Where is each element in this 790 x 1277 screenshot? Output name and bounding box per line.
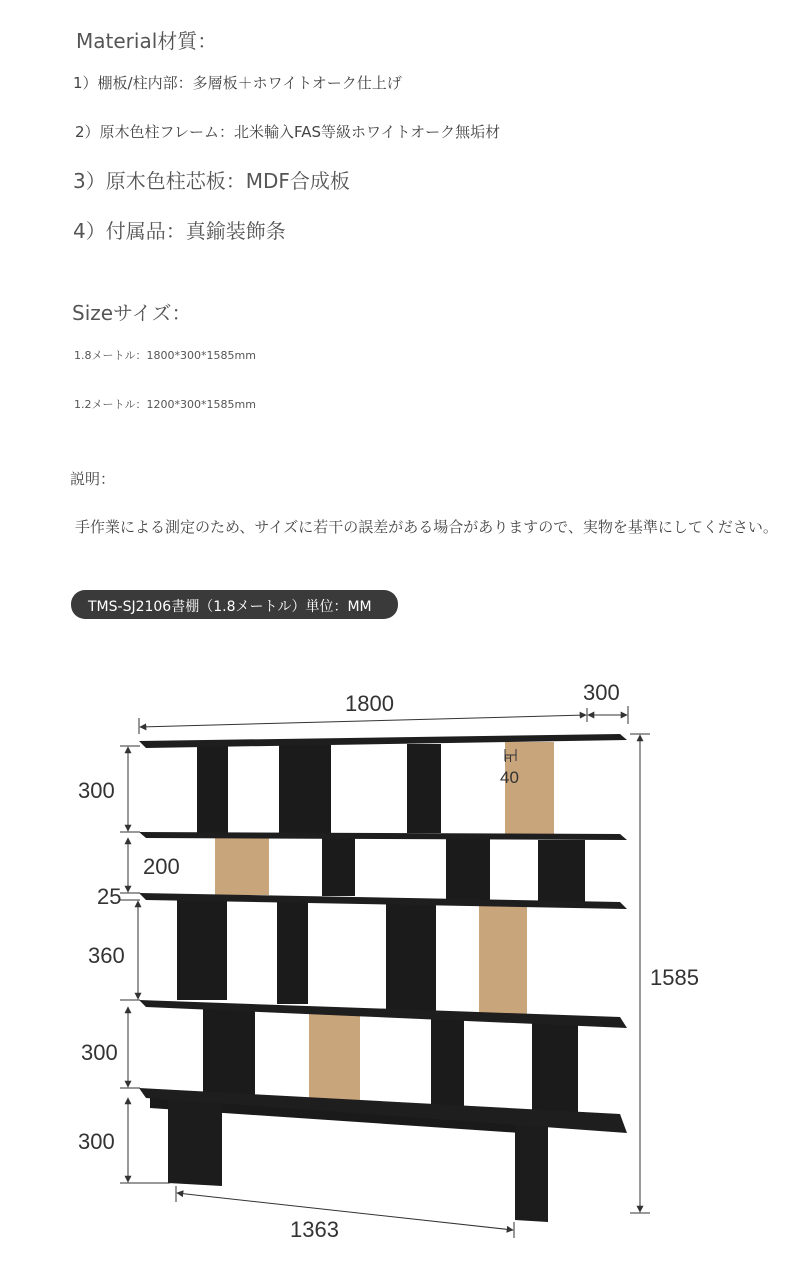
size-item-1: 1.8メートル：1800*300*1585mm: [74, 349, 256, 362]
dim-height: 1585: [650, 965, 699, 990]
note-text: 手作業による測定のため、サイズに若干の誤差がある場合がありますので、実物を基準にしてください。: [75, 518, 778, 536]
post-black: [279, 745, 331, 833]
post-black: [197, 746, 228, 833]
left-leg: [168, 1098, 222, 1186]
dim-width: 1800: [345, 691, 394, 716]
dim-shelf-thickness: 25: [97, 884, 122, 909]
dim-middle-gap: 360: [88, 943, 125, 968]
post-black: [532, 1018, 578, 1121]
material-item-1: 1）棚板/柱内部：多層板＋ホワイトオーク仕上げ: [73, 74, 402, 92]
dim-post-h: H: [504, 753, 512, 765]
dim-top-gap: 300: [78, 778, 115, 803]
dim-second-gap: 200: [143, 854, 180, 879]
dim-post-value: 40: [500, 768, 519, 787]
note-heading: 説明：: [70, 470, 116, 488]
size-heading: Sizeサイズ：: [72, 301, 192, 325]
post-oak: [505, 742, 554, 834]
material-item-4: 4）付属品：真鍮装飾条: [73, 219, 286, 243]
dim-depth: 300: [583, 680, 620, 705]
material-heading: Material材質：: [76, 29, 218, 53]
post-black: [277, 900, 308, 1004]
dim-leg-height: 300: [78, 1129, 115, 1154]
dim-base-span: 1363: [290, 1217, 339, 1242]
right-leg: [515, 1118, 548, 1222]
model-label: TMS-SJ2106書棚（1.8メートル）単位：MM: [88, 599, 372, 615]
post-black: [177, 897, 227, 1000]
material-item-2: 2）原木色柱フレーム：北米輸入FAS等級ホワイトオーク無垢材: [75, 123, 501, 141]
dim-fourth-gap: 300: [81, 1040, 118, 1065]
post-black: [322, 838, 355, 896]
post-black: [538, 840, 585, 902]
post-black: [431, 1015, 464, 1110]
post-black: [203, 1005, 255, 1095]
post-oak: [215, 838, 269, 895]
material-item-3: 3）原木色柱芯板：MDF合成板: [73, 169, 350, 193]
post-black: [446, 838, 490, 900]
post-oak: [479, 905, 527, 1017]
post-black: [386, 903, 436, 1012]
post-black: [407, 744, 441, 833]
size-item-2: 1.2メートル：1200*300*1585mm: [74, 398, 256, 411]
post-oak: [309, 1010, 360, 1102]
